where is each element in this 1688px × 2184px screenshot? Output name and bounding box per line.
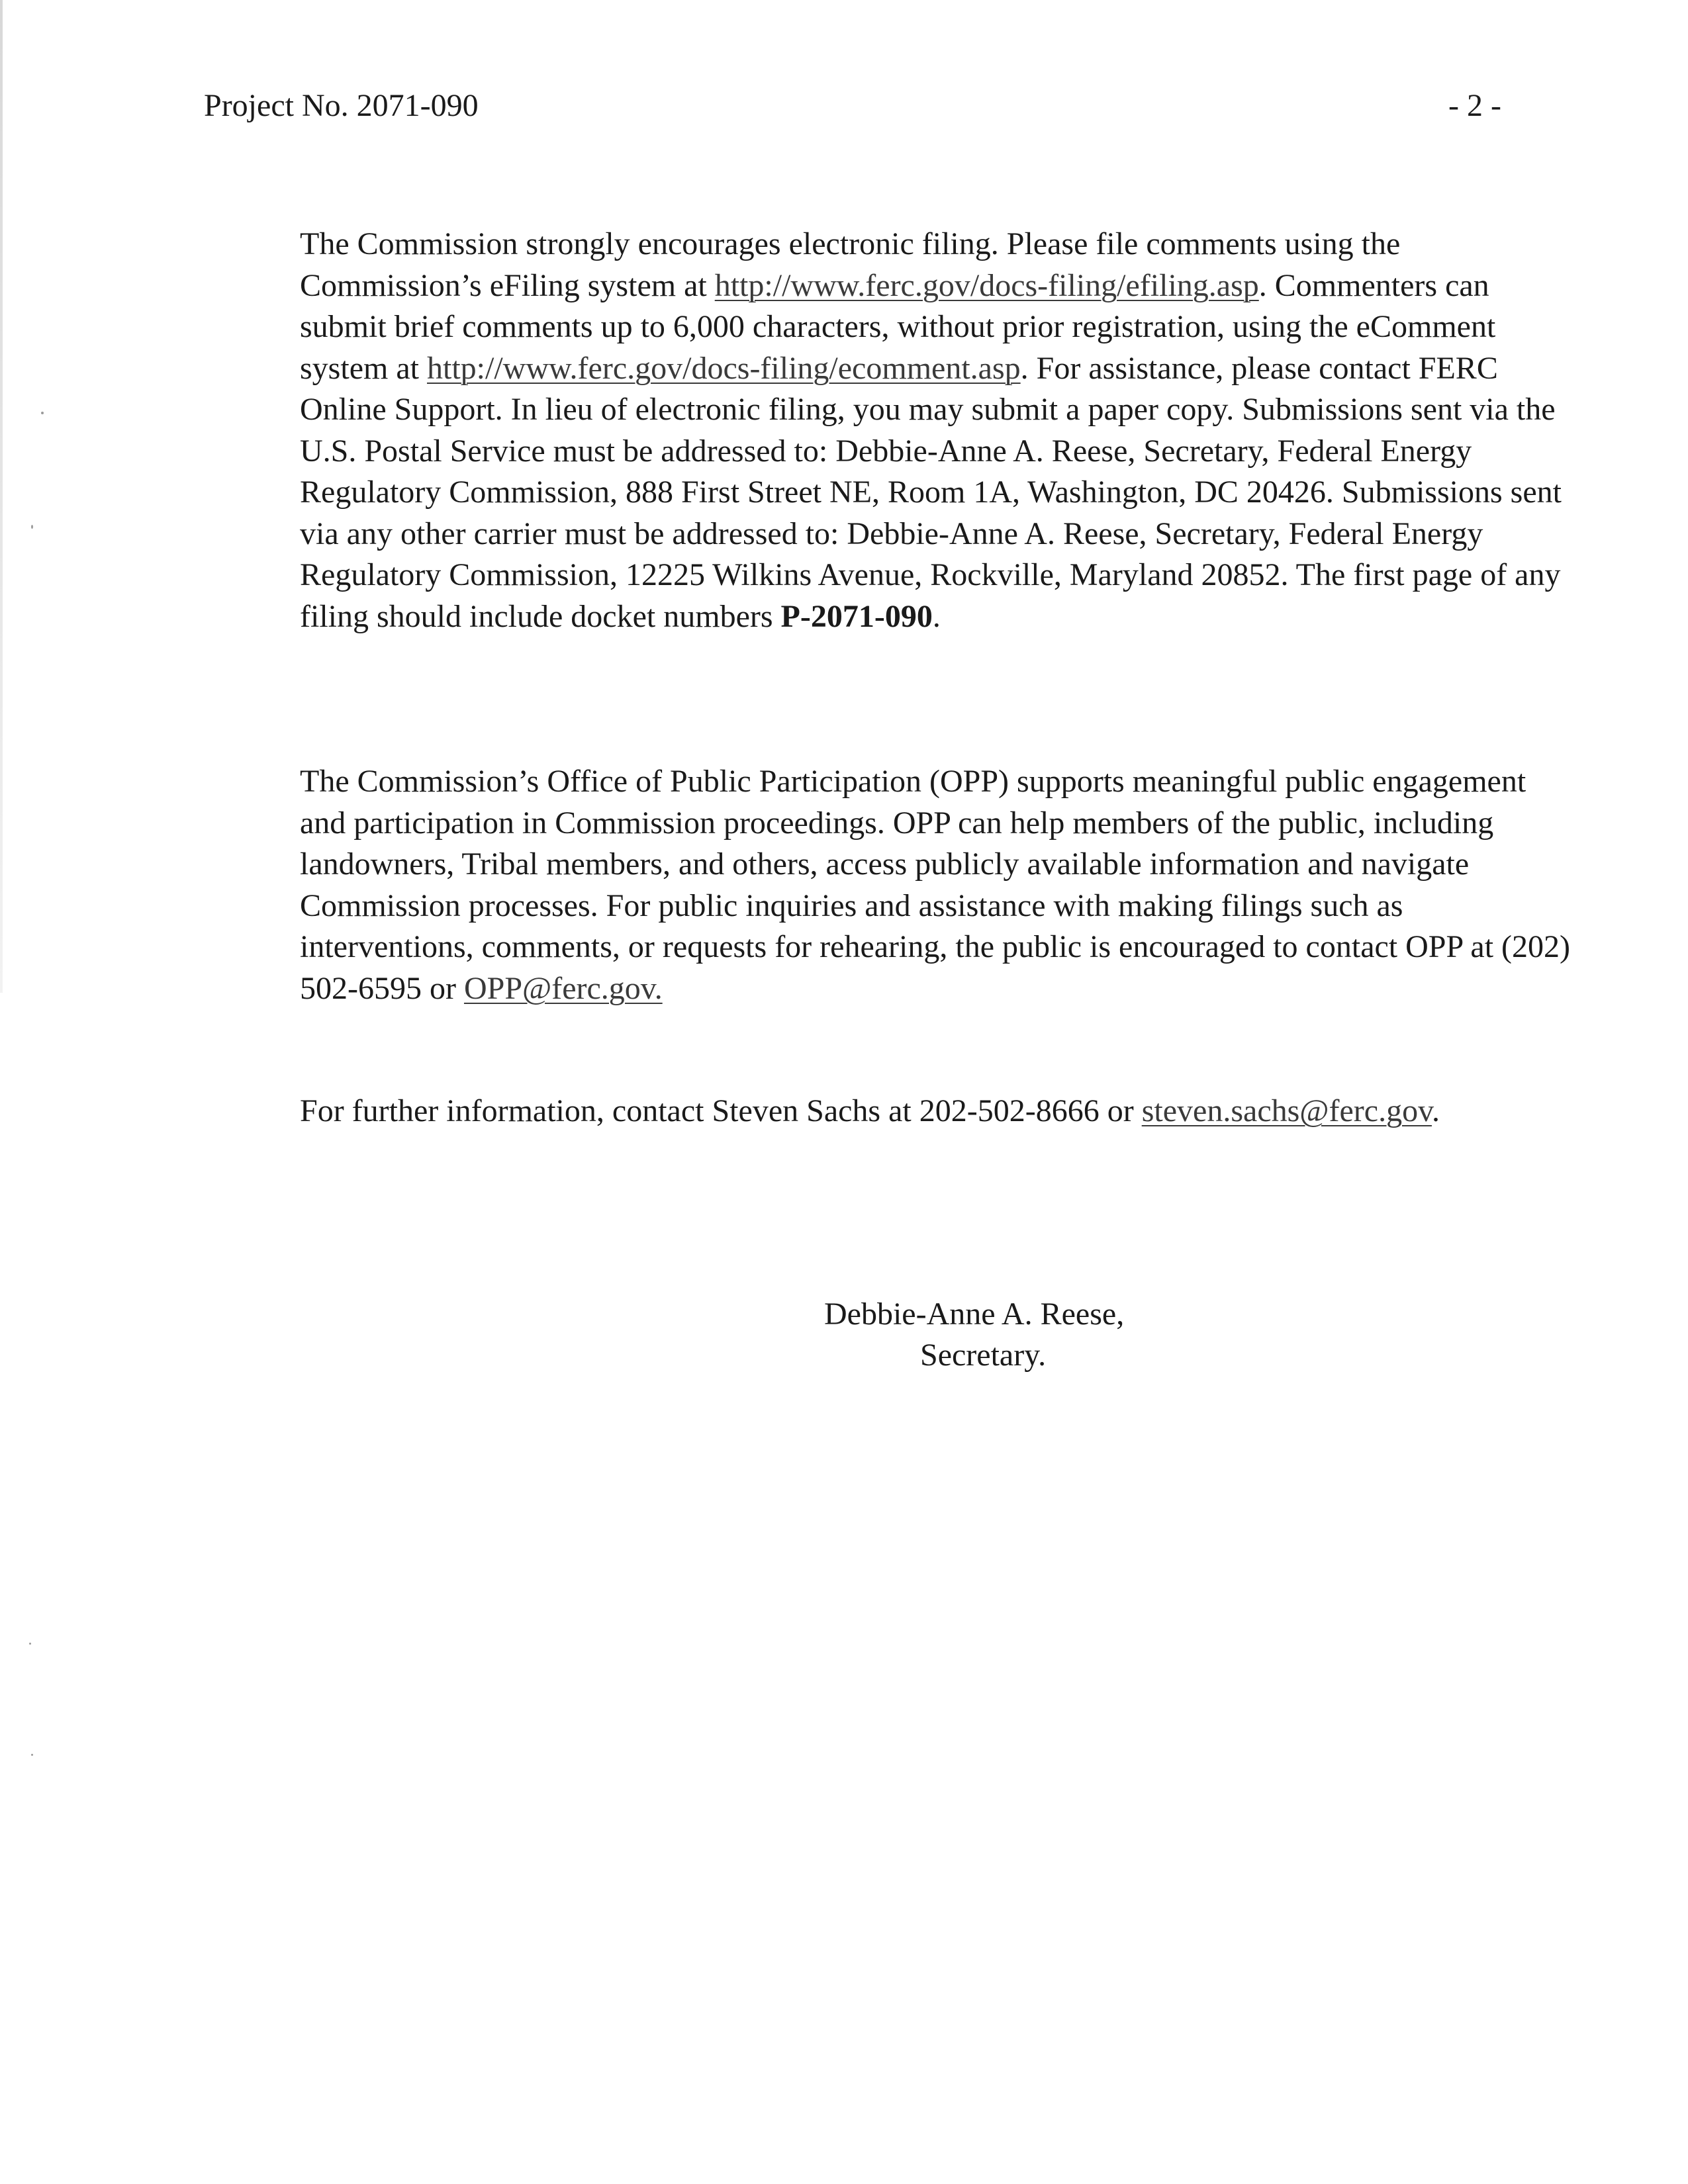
scan-speck	[41, 412, 44, 414]
ecomment-link[interactable]: http://www.ferc.gov/docs-filing/ecomment.asp	[426, 350, 1021, 386]
signature-block	[824, 1294, 1124, 1376]
efiling-link[interactable]: http://www.ferc.gov/docs-filing/efiling.asp	[714, 267, 1259, 303]
paragraph-contact	[204, 1091, 1571, 1132]
page-header	[204, 86, 1501, 126]
paragraph-opp	[204, 761, 1571, 1009]
paragraph-text: .	[932, 598, 941, 634]
signatory-title: Secretary.	[920, 1338, 1047, 1373]
contact-email-link[interactable]: steven.sachs@ferc.gov	[1141, 1093, 1432, 1128]
docket-number: P-2071-090	[780, 598, 933, 634]
paragraph-electronic-filing	[204, 224, 1571, 637]
paragraph-text: . For assistance, please contact FERC Online Support. In lieu of electronic filing, you may submit a paper copy. Submissions sent via the U.S. Postal Service must be addressed to: Debbie-Anne A. Reese, Secretary, Federal Energy Regulatory Commission, 888 First Street NE, Room 1A, Washington, DC 20426. Submissions sent via any other carrier must be addressed to: Debbie-Anne A. Reese, Secretary, Federal Energy Regulatory Commission, 12225 Wilkins Avenue, Rockville, Maryland 20852. The first page of any filing should include docket numbers	[300, 350, 1562, 634]
project-number: Project No. 2071-090	[204, 88, 479, 123]
scan-speck	[29, 1643, 31, 1645]
paragraph-text: The Commission strongly encourages electronic filing. Please file comments using the Commission’s eFiling system at	[300, 226, 1401, 303]
signatory-name: Debbie-Anne A. Reese,	[824, 1297, 1125, 1332]
paragraph-text: . Commenters can submit brief comments up to 6,000 characters, without prior registration, using the eComment system at	[300, 267, 1496, 386]
scan-speck	[31, 1754, 33, 1756]
page-number: - 2 -	[1448, 88, 1501, 123]
paragraph-text: For further information, contact Steven Sachs at 202-502-8666 or	[300, 1093, 1142, 1128]
scan-speck	[31, 525, 33, 529]
opp-email-link[interactable]: OPP@ferc.gov.	[463, 970, 663, 1006]
paragraph-text: The Commission’s Office of Public Participation (OPP) supports meaningful public engagement and participation in Commission proceedings. OPP can help members of the public, including landowners, Tribal members, and others, access publicly available information and navigate Commission processes. For public inquiries and assistance with making filings such as interventions, comments, or requests for rehearing, the public is encouraged to contact OPP at (202) 502-6595 or	[300, 764, 1571, 1006]
paragraph-text: .	[1431, 1093, 1440, 1128]
scan-edge-shadow	[0, 0, 3, 993]
